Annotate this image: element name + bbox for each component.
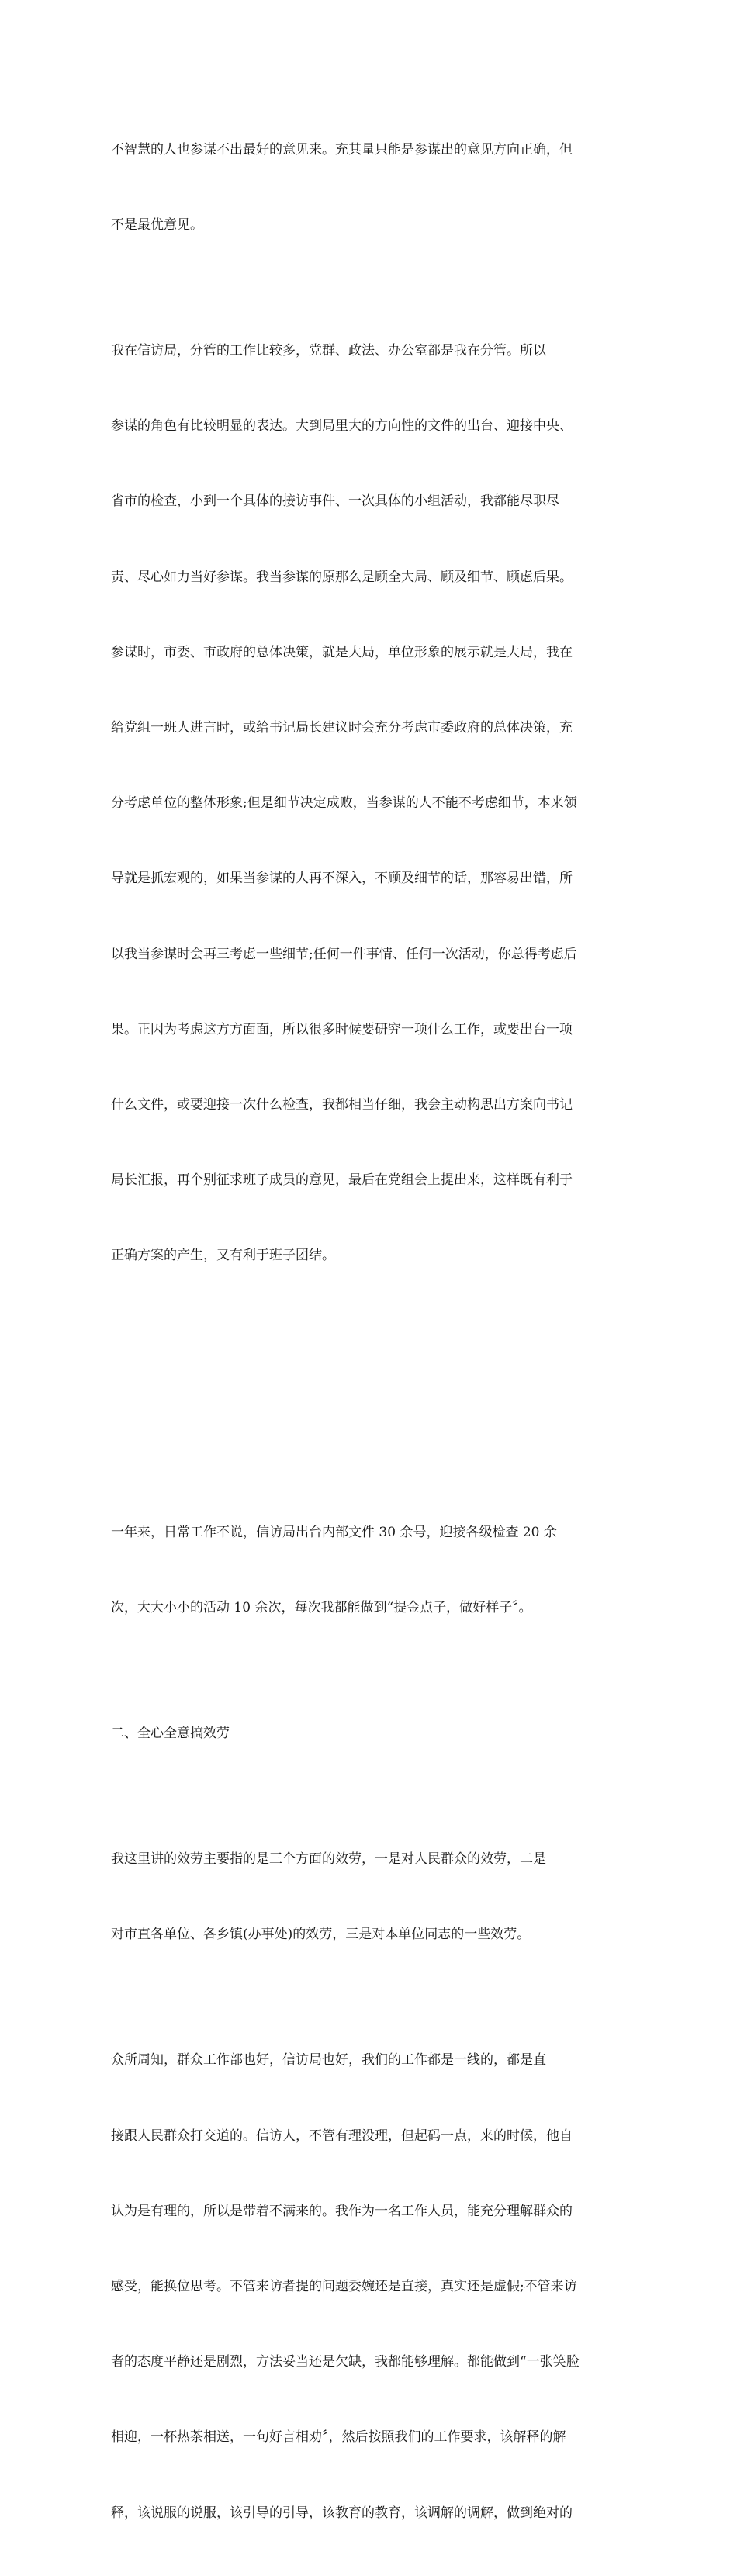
text-line: 认为是有理的，所以是带着不满来的。我作为一名工作人员，能充分理解群众的 xyxy=(111,2203,573,2219)
text-line: 参谋时，市委、市政府的总体决策，就是大局，单位形象的展示就是大局，我在 xyxy=(111,644,573,660)
paragraph xyxy=(111,288,619,1470)
text-line: 不是最优意见。 xyxy=(111,217,203,234)
text-line: 给党组一班人进言时，或给书记局长建议时会充分考虑市委政府的总体决策，充 xyxy=(111,720,573,736)
text-line: 正确方案的产生，又有利于班子团结。 xyxy=(111,1248,335,1264)
text-line: 众所周知，群众工作部也好，信访局也好，我们的工作都是一线的，都是直 xyxy=(111,2052,546,2069)
text-line: 局长汇报，再个别征求班子成员的意见，最后在党组会上提出来，这样既有利于 xyxy=(111,1172,573,1189)
text-line: 者的态度平静还是剧烈，方法妥当还是欠缺，我都能够理解。都能做到“一张笑脸 xyxy=(111,2354,580,2370)
text-line: 以我当参谋时会再三考虑一些细节;任何一件事情、任何一次活动，你总得考虑后 xyxy=(111,946,577,962)
text-line: 接跟人民群众打交道的。信访人，不管有理没理，但起码一点，来的时候，他自 xyxy=(111,2128,573,2144)
text-line xyxy=(111,1394,619,1419)
text-line: 释，该说服的说服，该引导的引导，该教育的教育，该调解的调解，做到绝对的 xyxy=(111,2505,573,2521)
paragraph xyxy=(111,1796,619,1997)
paragraph xyxy=(111,1470,619,1671)
text-line: 相迎，一杯热茶相送，一句好言相劝〞，然后按照我们的工作要求，该解释的解 xyxy=(111,2429,566,2446)
text-line: 次，大大小小的活动 10 余次，每次我都能做到“提金点子，做好样子〞。 xyxy=(111,1600,532,1616)
section-heading xyxy=(111,1671,619,1796)
document-body xyxy=(111,87,619,2576)
text-line: 对市直各单位、各乡镇(办事处)的效劳，三是对本单位同志的一些效劳。 xyxy=(111,1927,531,1943)
text-line xyxy=(111,1319,619,1344)
text-line: 我在信访局，分管的工作比较多，党群、政法、办公室都是我在分管。所以 xyxy=(111,343,546,359)
paragraph xyxy=(111,87,619,288)
text-line: 参谋的角色有比较明显的表达。大到局里大的方向性的文件的出台、迎接中央、 xyxy=(111,418,573,435)
text-line: 省市的检查，小到一个具体的接访事件、一次具体的小组活动，我都能尽职尽 xyxy=(111,493,559,510)
heading-line: 二、全心全意搞效劳 xyxy=(111,1726,230,1742)
text-line: 感受，能换位思考。不管来访者提的问题委婉还是直接，真实还是虚假;不管来访 xyxy=(111,2278,577,2294)
paragraph xyxy=(111,1998,619,2576)
text-line: 导就是抓宏观的，如果当参谋的人再不深入，不顾及细节的话，那容易出错，所 xyxy=(111,871,573,887)
text-line: 我这里讲的效劳主要指的是三个方面的效劳，一是对人民群众的效劳，二是 xyxy=(111,1851,546,1868)
text-line: 分考虑单位的整体形象;但是细节决定成败，当参谋的人不能不考虑细节，本来领 xyxy=(111,795,577,812)
text-line: 果。正因为考虑这方方面面，所以很多时候要研究一项什么工作，或要出台一项 xyxy=(111,1021,573,1037)
text-line: 不智慧的人也参谋不出最好的意见来。充其量只能是参谋出的意见方向正确，但 xyxy=(111,141,573,158)
text-line: 责、尽心如力当好参谋。我当参谋的原那么是顾全大局、顾及细节、顾虑后果。 xyxy=(111,569,573,585)
text-line: 一年来，日常工作不说，信访局出台内部文件 30 余号，迎接各级检查 20 余 xyxy=(111,1524,557,1540)
text-line: 什么文件，或要迎接一次什么检查，我都相当仔细，我会主动构思出方案向书记 xyxy=(111,1097,573,1113)
